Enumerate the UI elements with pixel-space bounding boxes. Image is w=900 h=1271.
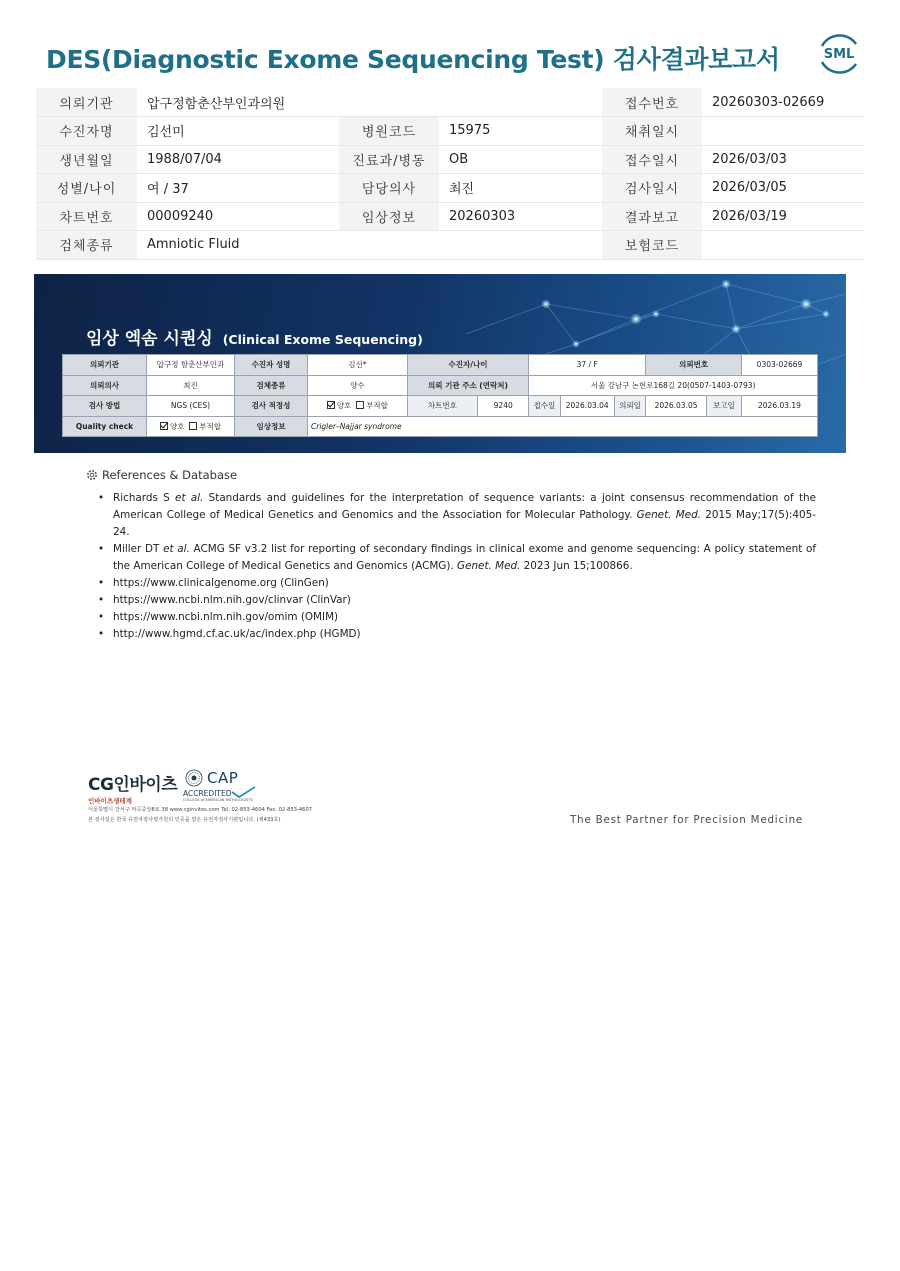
cell-value: 37 / F xyxy=(529,355,646,376)
field-label: 병원코드 xyxy=(339,117,439,146)
field-label: 생년월일 xyxy=(36,145,137,174)
checkbox-empty-icon xyxy=(189,422,197,430)
checkbox-empty-icon xyxy=(356,401,364,409)
brand-subtitle: 인바이츠생태계 xyxy=(88,797,132,805)
field-label: 결과보고 xyxy=(602,202,702,231)
cell-label: 접수일 xyxy=(529,396,560,417)
table-row xyxy=(36,117,864,146)
cap-text: CAP xyxy=(207,769,239,787)
quality-checkboxes xyxy=(147,416,235,437)
field-value: 김선미 xyxy=(137,117,339,146)
cell-label: 보고일 xyxy=(706,396,741,417)
cap-accredited-logo xyxy=(183,769,268,802)
cell-value: 9240 xyxy=(478,396,529,417)
reference-link[interactable]: • https://www.ncbi.nlm.nih.gov/omim (OMIM) xyxy=(98,609,816,626)
reference-link[interactable]: • https://www.clinicalgenome.org (ClinGen) xyxy=(98,575,816,592)
field-value: 20260303 xyxy=(439,202,602,231)
ces-banner xyxy=(34,274,846,453)
certification-line: 본 검사실은 한국 유전자검사평가원의 인증을 받은 유전자검사기관입니다. (제433호) xyxy=(88,816,281,823)
cell-value: 최진 xyxy=(147,375,235,396)
field-label: 임상정보 xyxy=(339,202,439,231)
cell-value: 2026.03.05 xyxy=(646,396,707,417)
reference-link[interactable]: • http://www.hgmd.cf.ac.uk/ac/index.php (HGMD) xyxy=(98,626,816,643)
cell-header: 수진자 성명 xyxy=(235,355,308,376)
ces-summary-table xyxy=(62,354,818,437)
clinical-info-value: Crigler–Najjar syndrome xyxy=(308,416,818,437)
field-value: 최진 xyxy=(439,174,602,203)
cell-value: 서울 강남구 논현로168길 20(0507-1403-0793) xyxy=(529,375,818,396)
footer-tagline: The Best Partner for Precision Medicine xyxy=(570,814,804,826)
field-label: 차트번호 xyxy=(36,202,137,231)
cell-header: 의뢰기관 xyxy=(63,355,147,376)
table-row xyxy=(36,231,864,260)
cell-header: 검사 적정성 xyxy=(235,396,308,417)
address-line: 서울특별시 강서구 마곡중앙8로 38 www.cginvites.com Tel. 02-853-4604 Fax. 02-853-4607 xyxy=(88,807,313,813)
field-label: 의뢰기관 xyxy=(36,88,137,117)
checkbox-checked-icon xyxy=(327,401,335,409)
table-row xyxy=(36,145,864,174)
cell-header: 검체종류 xyxy=(235,375,308,396)
references-heading xyxy=(86,468,816,482)
field-value-institution: 압구정함춘산부인과의원 xyxy=(137,88,602,117)
field-label: 수진자명 xyxy=(36,117,137,146)
field-value: OB xyxy=(439,145,602,174)
field-value-accession: 20260303-02669 xyxy=(702,88,864,117)
list-item: • Miller DT et al. ACMG SF v3.2 list for reporting of secondary findings in clinical exome and genome sequencing: A policy statement of the American College of Medical Genetics and Genomics (ACMG). Genet. Med. 2023 Jun 15;100866. xyxy=(98,541,816,575)
field-label: 검사일시 xyxy=(602,174,702,203)
checkbox-label: 양호 xyxy=(336,401,352,411)
table-row xyxy=(63,396,818,417)
table-row xyxy=(63,375,818,396)
cell-value: 0303-02669 xyxy=(742,355,818,376)
banner-title-en: (Clinical Exome Sequencing) xyxy=(222,332,423,347)
field-value xyxy=(702,231,864,260)
cell-header: 수진자/나이 xyxy=(407,355,529,376)
footer-address xyxy=(88,806,312,825)
cell-header: 의뢰 기관 주소 (연락처) xyxy=(407,375,529,396)
cell-value: NGS (CES) xyxy=(147,396,235,417)
field-value: 1988/07/04 xyxy=(137,145,339,174)
cell-header: 의뢰의사 xyxy=(63,375,147,396)
field-value xyxy=(702,117,864,146)
adequacy-checkboxes xyxy=(308,396,408,417)
field-value: 2026/03/03 xyxy=(702,145,864,174)
field-label: 채취일시 xyxy=(602,117,702,146)
references-heading-text: References & Database xyxy=(102,468,238,482)
table-row xyxy=(36,202,864,231)
cg-invites-logo: CG인바이츠 xyxy=(88,775,178,795)
field-value: 00009240 xyxy=(137,202,339,231)
table-row xyxy=(36,88,864,117)
field-value-specimen: Amniotic Fluid xyxy=(137,231,602,260)
cell-header: 임상정보 xyxy=(235,416,308,437)
sml-logo xyxy=(814,30,864,76)
cell-label: 의뢰일 xyxy=(614,396,645,417)
report-title: DES(Diagnostic Exome Sequencing Test) 검사결과보고서 xyxy=(46,45,780,74)
checkmark-icon xyxy=(230,786,256,798)
cell-value: 양수 xyxy=(308,375,408,396)
field-label: 접수일시 xyxy=(602,145,702,174)
field-value: 2026/03/05 xyxy=(702,174,864,203)
banner-title xyxy=(86,324,423,349)
field-label: 검체종류 xyxy=(36,231,137,260)
field-label: 진료과/병동 xyxy=(339,145,439,174)
field-value: 15975 xyxy=(439,117,602,146)
cap-college-text: COLLEGE of AMERICAN PATHOLOGISTS xyxy=(183,798,253,802)
checkbox-label: 양호 xyxy=(169,421,185,431)
banner-title-ko: 임상 엑솜 시퀀싱 xyxy=(86,329,213,349)
references-section xyxy=(86,468,816,643)
gear-icon xyxy=(86,469,98,481)
references-list xyxy=(86,490,816,643)
table-row xyxy=(63,416,818,437)
checkbox-label: 부적합 xyxy=(366,401,388,411)
field-value: 여 / 37 xyxy=(137,174,339,203)
cap-seal-icon xyxy=(185,769,203,787)
cell-header: Quality check xyxy=(63,416,147,437)
cap-accredited-text: ACCREDITED xyxy=(183,786,268,798)
field-label: 접수번호 xyxy=(602,88,702,117)
field-label: 성별/나이 xyxy=(36,174,137,203)
patient-info-table xyxy=(36,88,864,260)
reference-link[interactable]: • https://www.ncbi.nlm.nih.gov/clinvar (ClinVar) xyxy=(98,592,816,609)
field-label: 담당의사 xyxy=(339,174,439,203)
cell-value: 2026.03.19 xyxy=(742,396,818,417)
field-label: 보험코드 xyxy=(602,231,702,260)
footer-brand xyxy=(88,769,253,805)
cell-header: 의뢰번호 xyxy=(646,355,742,376)
cell-value: 압구정 함춘산부인과 xyxy=(147,355,235,376)
field-value: 2026/03/19 xyxy=(702,202,864,231)
table-row xyxy=(36,174,864,203)
cell-value: 김선* xyxy=(308,355,408,376)
checkbox-label: 부적합 xyxy=(199,421,222,431)
checkbox-checked-icon xyxy=(160,422,168,430)
sml-logo-text: SML xyxy=(823,47,855,62)
table-row xyxy=(63,355,818,376)
cell-header: 검사 방법 xyxy=(63,396,147,417)
list-item: • Richards S et al. Standards and guidelines for the interpretation of sequence variants: a joint consensus recommendation of the American College of Medical Genetics and Genomics and the Association for Molecular Pathology. Genet. Med. 2015 May;17(5):405-24. xyxy=(98,490,816,541)
cell-value: 2026.03.04 xyxy=(560,396,614,417)
cell-label: 차트번호 xyxy=(407,396,478,417)
